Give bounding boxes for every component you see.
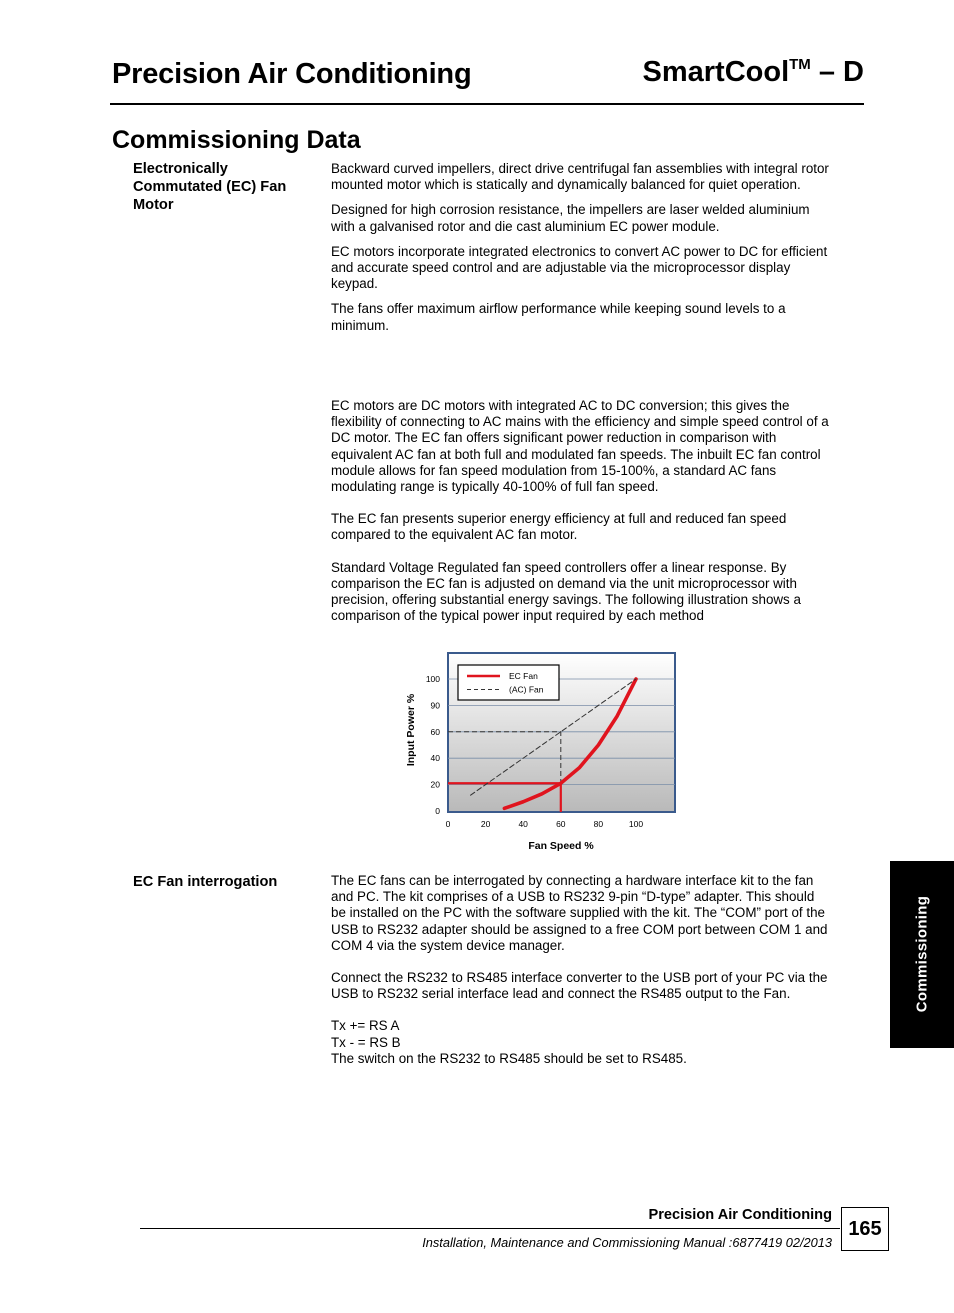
y-tick-label: 0 [435,806,440,816]
paragraph: Standard Voltage Regulated fan speed controllers offer a linear response. By comparison the EC fan is adjusted on demand via the unit microprocessor with precision, offering substantial energy savings. The following illustration shows a comparison of the typical power input required by each method [331,559,801,624]
ec-motor-text [331,161,831,343]
legend-entry: (AC) Fan [509,684,544,695]
ec-motor-label: Electronically Commutated (EC) Fan Motor [133,161,287,213]
header-brand [643,56,865,89]
chart-svg [395,645,685,860]
y-tick-label: 20 [430,779,440,790]
side-tab-label: Commissioning [913,895,931,1013]
ec-interrogation-text [331,873,831,1067]
x-tick-label: 20 [480,819,491,829]
tx-line-a: Tx += RS A [331,1018,400,1034]
page-number: 165 [841,1207,889,1251]
paragraph: Backward curved impellers, direct drive centrifugal fan assemblies with integral rotor mounted motor which is statically and dynamically balanced for quiet operation. [331,161,829,193]
x-tick-label: 80 [593,819,604,829]
section-title: Commissioning Data [112,126,361,154]
paragraph: Connect the RS232 to RS485 interface converter to the USB port of your PC via the USB to RS232 serial interface lead and connect the RS485 output to the Fan. [331,970,828,1002]
x-tick-label: 60 [556,819,566,829]
header-title: Precision Air Conditioning [112,58,472,90]
y-tick-label: 90 [430,700,440,711]
x-tick-label: 100 [628,819,644,829]
legend-entry: EC Fan [509,671,538,681]
x-tick-label: 0 [445,819,451,829]
paragraph: The EC fans can be interrogated by connecting a hardware interface kit to the fan and PC. The kit comprises of a USB to RS232 9-pin “D-type” adapter. This should be installed on the PC with the software supplied with the kit. The “COM” port of the USB to RS232 adapter should be assigned to a free COM port between COM 1 and COM 4 via the system device manager. [331,873,828,953]
brand-name: SmartCool [642,56,790,88]
y-tick-label: 40 [430,753,440,764]
ec-motor-text-2 [331,398,831,640]
footer-rule [140,1228,840,1229]
paragraph: The fans offer maximum airflow performance while keeping sound levels to a minimum. [331,301,786,333]
footer-title: Precision Air Conditioning [648,1207,832,1223]
footer-manual-ref: Installation, Maintenance and Commissioning Manual :6877419 02/2013 [422,1235,832,1250]
x-axis-label: Fan Speed % [528,840,594,852]
x-tick-label: 40 [518,819,528,829]
tx-line-b: Tx - = RS B [331,1034,401,1050]
brand-suffix: – D [810,56,864,88]
header-rule [110,103,864,105]
paragraph: EC motors incorporate integrated electronics to convert AC power to DC for efficient and accurate speed control and are adjustable via the microprocessor display keypad. [331,243,828,292]
paragraph: The EC fan presents superior energy efficiency at full and reduced fan speed compared to the equivalent AC fan motor. [331,511,787,543]
section-side-tab [890,861,954,1048]
brand-trademark: TM [789,56,811,73]
y-tick-label: 100 [425,674,440,684]
power-comparison-chart [395,645,685,860]
paragraph: Designed for high corrosion resistance, the impellers are laser welded aluminium with a galvanised rotor and die cast aluminium EC power module. [331,202,810,234]
switch-note: The switch on the RS232 to RS485 should be set to RS485. [331,1050,687,1066]
paragraph: EC motors are DC motors with integrated AC to DC conversion; this gives the flexibility of connecting to AC mains with the efficiency and simple speed control of a DC motor. The EC fan offers significant power reduction in comparison with equivalent AC fan at both full and modulated fan speeds. The inbuilt EC fan control module allows for fan speed modulation from 15-100%, a standard AC fans modulating range is typically 40-100% of full fan speed. [331,398,829,495]
y-axis-label: Input Power % [405,693,417,767]
ec-interrogation-label: EC Fan interrogation [133,874,278,890]
y-tick-label: 60 [430,726,440,737]
